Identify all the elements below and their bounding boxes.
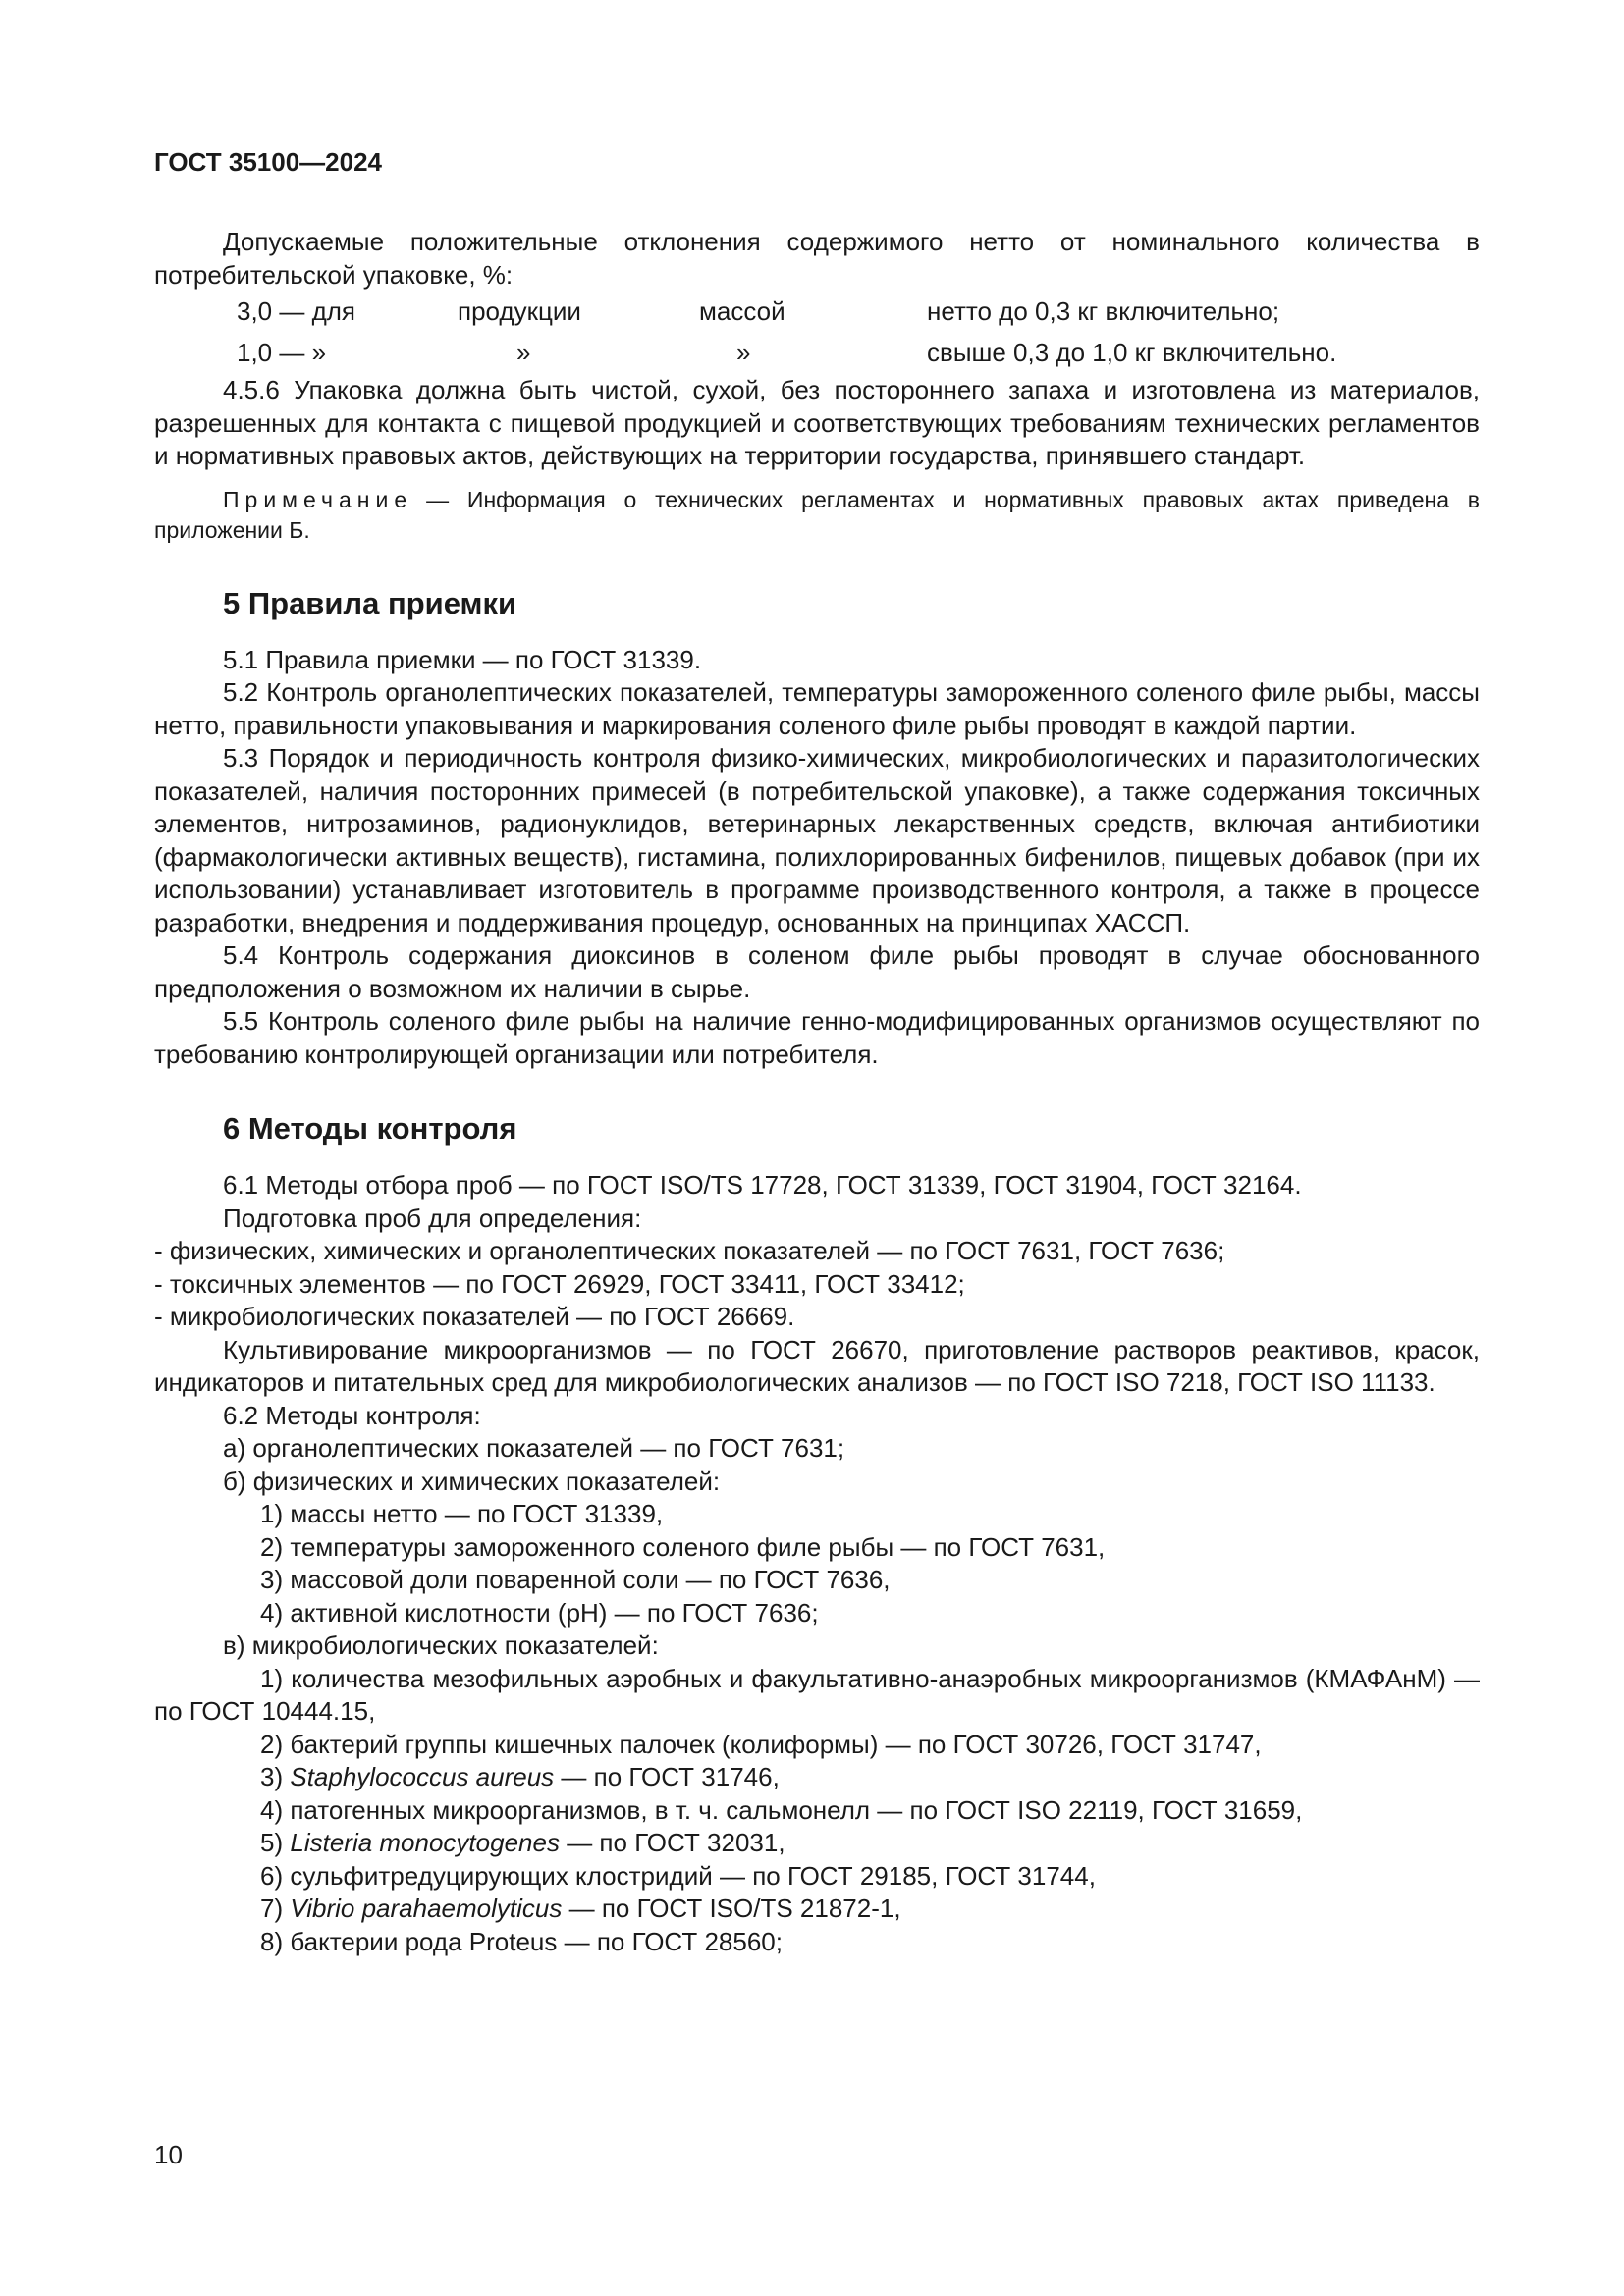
item-reference: — по ГОСТ 32031, — [567, 1828, 785, 1857]
document-header: ГОСТ 35100—2024 — [154, 147, 382, 177]
tolerance-mass: массой — [699, 296, 785, 327]
method-b: б) физических и химических показателей: — [223, 1466, 721, 1496]
paragraph-6-1: 6.1 Методы отбора проб — по ГОСТ ISO/TS 17728, ГОСТ 31339, ГОСТ 31904, ГОСТ 32164. — [223, 1170, 1302, 1200]
prep-item: - микробиологических показателей — по ГОСТ 26669. — [154, 1302, 795, 1331]
item-number: 7) — [260, 1894, 284, 1923]
tolerance-intro: Допускаемые положительные отклонения содержимого нетто от номинального количества в потребительской упаковке, %: — [154, 227, 1480, 290]
method-a: а) органолептических показателей — по ГОСТ 7631; — [223, 1433, 845, 1463]
item-number: 3) — [260, 1762, 284, 1791]
note-text: — Информация о технических регламентах и нормативных правовых актах приведена в приложении Б. — [154, 486, 1480, 543]
organism-name: Listeria monocytogenes — [290, 1828, 560, 1857]
item-number: 5) — [260, 1828, 284, 1857]
section-6-title: 6 Методы контроля — [223, 1111, 517, 1147]
method-b-item: 1) массы нетто — по ГОСТ 31339, — [260, 1499, 664, 1528]
tolerance-row — [154, 292, 1480, 333]
organism-name: Staphylococcus aureus — [290, 1762, 555, 1791]
prep-intro: Подготовка проб для определения: — [223, 1202, 642, 1233]
section-5-title: 5 Правила приемки — [223, 585, 517, 620]
prep-item: - физических, химических и органолептических показателей — по ГОСТ 7631, ГОСТ 7636; — [154, 1236, 1225, 1265]
method-b-item: 4) активной кислотности (рН) — по ГОСТ 7636; — [260, 1597, 819, 1628]
paragraph-4-5-6: 4.5.6 Упаковка должна быть чистой, сухой, без постороннего запаха и изготовлена из материалов, разрешенных для контакта с пищевой продукцией и соответствующих требованиям технических регламентов и нормативных правовых актов, действующих на территории государства, принявшего стандарт. — [154, 375, 1480, 470]
tolerance-mass: » — [736, 338, 751, 368]
paragraph-5-1: 5.1 Правила приемки — по ГОСТ 31339. — [223, 644, 702, 674]
organism-name: Vibrio parahaemolyticus — [290, 1894, 563, 1923]
item-reference: — по ГОСТ 31746, — [561, 1762, 780, 1791]
method-v-item: 4) патогенных микроорганизмов, в т. ч. сальмонелл — по ГОСТ ISO 22119, ГОСТ 31659, — [260, 1794, 1303, 1825]
tolerance-value: 1,0 — » — [237, 338, 327, 368]
paragraph-5-3: 5.3 Порядок и периодичность контроля физико-химических, микробиологических и паразитологических показателей, наличия посторонних примесей (в потребительской упаковке), а также содержания токсичных элементов, нитрозаминов, радионуклидов, ветеринарных лекарственных средств, включая антибиотики (фармакологически активных веществ), гистамина, полихлорированных бифенилов, пищевых добавок (при их использовании) устанавливает изготовитель в программе производственного контроля, а также в процессе разработки, внедрения и поддерживания процедур, основанных на принципах ХАССП. — [154, 743, 1480, 937]
method-v-item — [154, 1761, 1480, 1794]
method-v-item: 1) количества мезофильных аэробных и факультативно-анаэробных микроорганизмов (КМАФАнМ) — по ГОСТ 10444.15, — [154, 1663, 1480, 1726]
method-b-item: 2) температуры замороженного соленого филе рыбы — по ГОСТ 7631, — [260, 1531, 1106, 1562]
note-label: Примечание — [223, 486, 413, 512]
note — [154, 485, 1480, 546]
paragraph-5-4: 5.4 Контроль содержания диоксинов в соленом филе рыбы проводят в случае обоснованного предположения о возможном их наличии в сырье. — [154, 940, 1480, 1003]
method-v-item: 2) бактерий группы кишечных палочек (колиформы) — по ГОСТ 30726, ГОСТ 31747, — [260, 1729, 1262, 1759]
method-v-item — [154, 1893, 1480, 1926]
method-v-item: 6) сульфитредуцирующих клостридий — по ГОСТ 29185, ГОСТ 31744, — [260, 1860, 1096, 1891]
item-reference: — по ГОСТ ISO/TS 21872-1, — [568, 1894, 901, 1923]
page-body — [154, 226, 1480, 1958]
cultivation-paragraph: Культивирование микроорганизмов — по ГОСТ 26670, приготовление растворов реактивов, красок, индикаторов и питательных сред для микробиологических анализов — по ГОСТ ISO 7218, ГОСТ ISO 11133. — [154, 1334, 1480, 1397]
tolerance-product: продукции — [458, 296, 581, 327]
paragraph-5-2: 5.2 Контроль органолептических показателей, температуры замороженного соленого филе рыбы, массы нетто, правильности упаковывания и маркирования соленого филе рыбы проводят в каждой партии. — [154, 677, 1480, 740]
paragraph-5-5: 5.5 Контроль соленого филе рыбы на наличие генно-модифицированных организмов осуществляют по требованию контролирующей организации или потребителя. — [154, 1006, 1480, 1069]
paragraph-6-2: 6.2 Методы контроля: — [223, 1400, 481, 1430]
tolerance-row — [154, 333, 1480, 374]
method-v-item — [154, 1827, 1480, 1860]
method-b-item: 3) массовой доли поваренной соли — по ГОСТ 7636, — [260, 1565, 891, 1594]
page-number: 10 — [154, 2140, 183, 2169]
tolerance-range: нетто до 0,3 кг включительно; — [927, 296, 1280, 327]
method-v: в) микробиологических показателей: — [223, 1630, 659, 1660]
method-v-item: 8) бактерии рода Proteus — по ГОСТ 28560; — [260, 1926, 783, 1956]
tolerance-product: » — [516, 338, 531, 368]
prep-item: - токсичных элементов — по ГОСТ 26929, ГОСТ 33411, ГОСТ 33412; — [154, 1268, 965, 1299]
tolerance-value: 3,0 — для — [237, 296, 356, 327]
tolerance-range: свыше 0,3 до 1,0 кг включительно. — [927, 338, 1337, 368]
